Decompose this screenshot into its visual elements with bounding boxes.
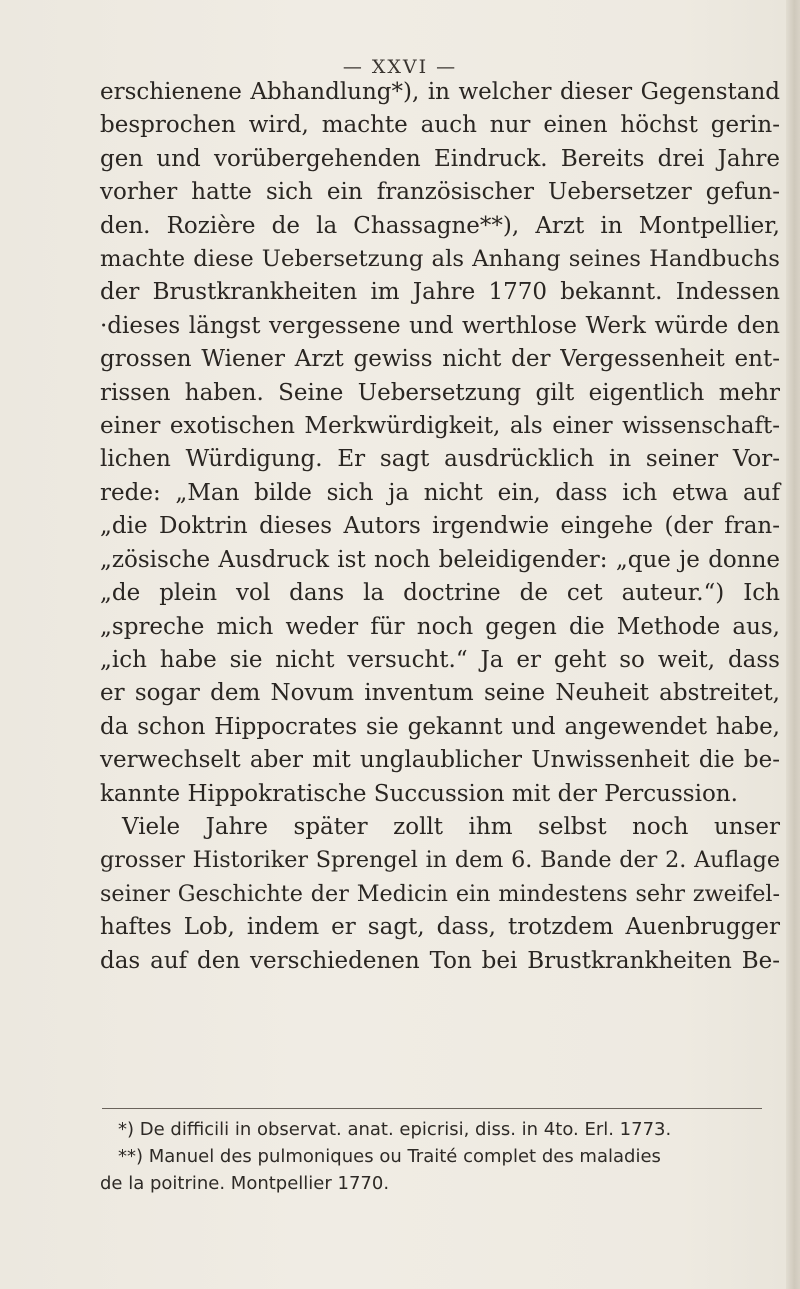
text-line: einer exotischen Merkwürdigkeit, als einer wissenschaft- [100,413,780,440]
text-line: das auf den verschiedenen Ton bei Brustkrankheiten Be- [100,947,780,974]
text-line: rissen haben. Seine Uebersetzung gilt eigentlich mehr [100,379,780,406]
text-line: „de plein vol dans la doctrine de cet auteur.“) Ich [100,580,780,607]
page-edge-shadow [786,0,800,1289]
footnote-separator [102,1108,762,1109]
text-line: gen und vorübergehenden Eindruck. Bereits drei Jahre [100,145,780,172]
text-line: „die Doktrin dieses Autors irgendwie eingehe (der fran- [100,513,780,540]
text-line: besprochen wird, machte auch nur einen höchst gerin- [100,112,780,139]
page-number: — XXVI — [342,56,458,78]
text-line: ·dieses längst vergessene und werthlose Werk würde den [100,312,780,339]
footnote: *) De difficili in observat. anat. epicrisi, diss. in 4to. Erl. 1773. [118,1119,672,1140]
text-line: „ich habe sie nicht versucht.“ Ja er geht so weit, dass [100,646,780,673]
text-line: Viele Jahre später zollt ihm selbst noch unser [122,813,780,840]
footnotes [100,1116,780,1197]
text-line: kannte Hippokratische Succussion mit der Percussion. [100,780,738,807]
text-line: vorher hatte sich ein französischer Uebersetzer gefun- [100,179,780,206]
footnote: **) Manuel des pulmoniques ou Traité complet des maladies [118,1146,661,1167]
text-line: verwechselt aber mit unglaublicher Unwissenheit die be- [100,747,780,774]
text-line: rede: „Man bilde sich ja nicht ein, dass ich etwa auf [100,479,780,506]
text-line: erschienene Abhandlung*), in welcher dieser Gegenstand [100,79,780,105]
text-line: „zösische Ausdruck ist noch beleidigender: „que je donne [100,546,780,573]
main-text [100,76,780,978]
text-line: lichen Würdigung. Er sagt ausdrücklich in seiner Vor- [100,446,780,473]
text-line: den. Rozière de la Chassagne**), Arzt in Montpellier, [100,212,780,239]
text-line: da schon Hippocrates sie gekannt und angewendet habe, [100,713,780,740]
text-line: haftes Lob, indem er sagt, dass, trotzdem Auenbrugger [100,914,780,941]
text-line: seiner Geschichte der Medicin ein mindestens sehr zweifel- [100,880,780,907]
text-line: grossen Wiener Arzt gewiss nicht der Vergessenheit ent- [100,346,780,373]
text-line: „spreche mich weder für noch gegen die Methode aus, [100,613,780,640]
text-line: er sogar dem Novum inventum seine Neuheit abstreitet, [100,680,780,707]
footnote-continuation: de la poitrine. Montpellier 1770. [100,1173,390,1194]
text-line: der Brustkrankheiten im Jahre 1770 bekannt. Indessen [100,279,780,306]
text-line: machte diese Uebersetzung als Anhang seines Handbuchs [100,246,780,273]
text-line: grosser Historiker Sprengel in dem 6. Bande der 2. Auflage [100,847,780,874]
